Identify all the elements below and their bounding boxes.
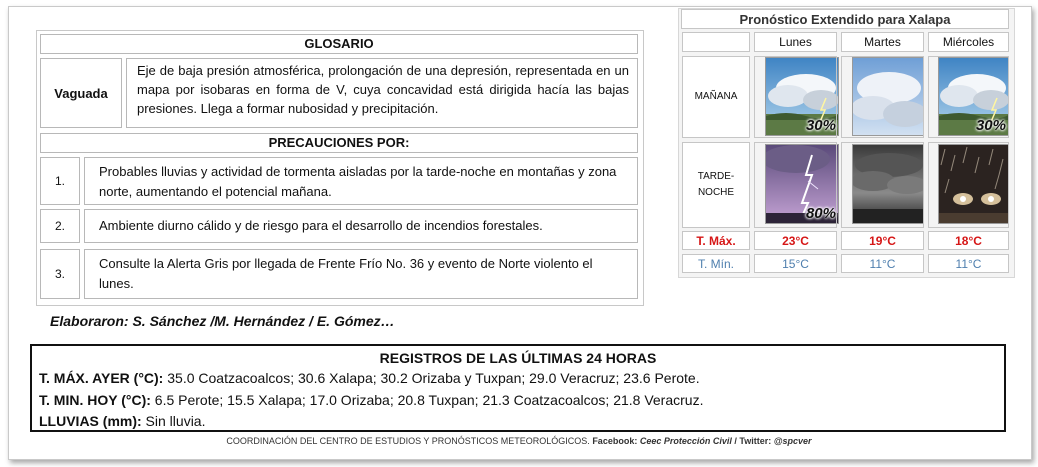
morning-label-text: MAÑANA xyxy=(694,91,738,102)
records-min-label: T. MIN. HOY (°C): xyxy=(39,392,151,408)
morning-label xyxy=(682,56,750,138)
precautions-title: PRECAUCIONES POR: xyxy=(40,133,638,153)
records-title: REGISTROS DE LAS ÚLTIMAS 24 HORAS xyxy=(379,350,657,366)
tmin-value: 15°C xyxy=(754,254,837,273)
evening-label-line2: NOCHE xyxy=(697,187,735,198)
glossary-definition: Eje de baja presión atmosférica, prolongación de una depresión, representada en un mapa por isobaras en forma de V, cuya concavidad está dirigida hacía las bajas presiones. Llega a formar nubosidad y precipitación. xyxy=(126,58,638,128)
morning-precip-pct: 30% xyxy=(805,117,836,134)
forecast-corner xyxy=(682,32,750,52)
glossary-title: GLOSARIO xyxy=(40,34,638,54)
evening-cell xyxy=(928,142,1009,228)
precaution-number: 2. xyxy=(40,209,80,243)
day-header: Lunes xyxy=(754,32,837,52)
evening-label xyxy=(682,142,750,228)
day-header: Miércoles xyxy=(928,32,1009,52)
morning-cell xyxy=(928,56,1009,138)
tmin-value: 11°C xyxy=(841,254,924,273)
records-rain-label: LLUVIAS (mm): xyxy=(39,413,142,429)
tmax-value: 18°C xyxy=(928,231,1009,250)
precaution-text: Ambiente diurno cálido y de riesgo para el desarrollo de incendios forestales. xyxy=(84,209,638,243)
records-min-text: 6.5 Perote; 15.5 Xalapa; 17.0 Orizaba; 20.8 Tuxpan; 21.3 Coatzacoalcos; 21.8 Veracruz. xyxy=(150,392,704,408)
footer xyxy=(0,436,1038,446)
precaution-number: 3. xyxy=(40,249,80,299)
records-max-text: 35.0 Coatzacoalcos; 30.6 Xalapa; 30.2 Orizaba y Tuxpan; 29.0 Veracruz; 23.6 Perote. xyxy=(163,370,700,386)
records-max xyxy=(39,370,700,386)
evening-precip-pct: 80% xyxy=(805,205,836,222)
records-min xyxy=(39,392,703,408)
morning-precip-pct: 30% xyxy=(975,117,1006,134)
footer-org: COORDINACIÓN DEL CENTRO DE ESTUDIOS Y PRONÓSTICOS METEOROLÓGICOS. xyxy=(226,436,590,446)
evening-cell xyxy=(754,142,837,228)
precaution-number: 1. xyxy=(40,157,80,205)
footer-fb-value[interactable]: Ceec Protección Civil xyxy=(639,436,732,446)
morning-cell xyxy=(754,56,837,138)
tmin-value: 11°C xyxy=(928,254,1009,273)
tmax-label: T. Máx. xyxy=(682,231,750,250)
tmin-label: T. Mín. xyxy=(682,254,750,273)
morning-cell xyxy=(841,56,924,138)
records-rain xyxy=(39,413,205,429)
records-rain-text: Sin lluvia. xyxy=(141,413,206,429)
tmax-value: 23°C xyxy=(754,231,837,250)
records-panel xyxy=(30,344,1006,432)
footer-fb-label: Facebook: xyxy=(592,436,638,446)
footer-tw-label: / Twitter: xyxy=(734,436,772,446)
precaution-text: Consulte la Alerta Gris por llegada de Frente Frío No. 36 y evento de Norte violento el lunes. xyxy=(84,249,638,299)
forecast-title: Pronóstico Extendido para Xalapa xyxy=(681,9,1009,29)
records-max-label: T. MÁX. AYER (°C): xyxy=(39,370,164,386)
authors: Elaboraron: S. Sánchez /M. Hernández / E. Gómez… xyxy=(50,313,395,329)
precaution-text: Probables lluvias y actividad de tormenta aisladas por la tarde-noche en montañas y zona norte, aumentando el potencial mañana. xyxy=(84,157,638,205)
glossary-term: Vaguada xyxy=(40,58,122,128)
evening-cell xyxy=(841,142,924,228)
tmax-value: 19°C xyxy=(841,231,924,250)
day-header: Martes xyxy=(841,32,924,52)
evening-label-line1: TARDE- xyxy=(697,171,735,182)
footer-tw-value[interactable]: @spcver xyxy=(773,436,812,446)
